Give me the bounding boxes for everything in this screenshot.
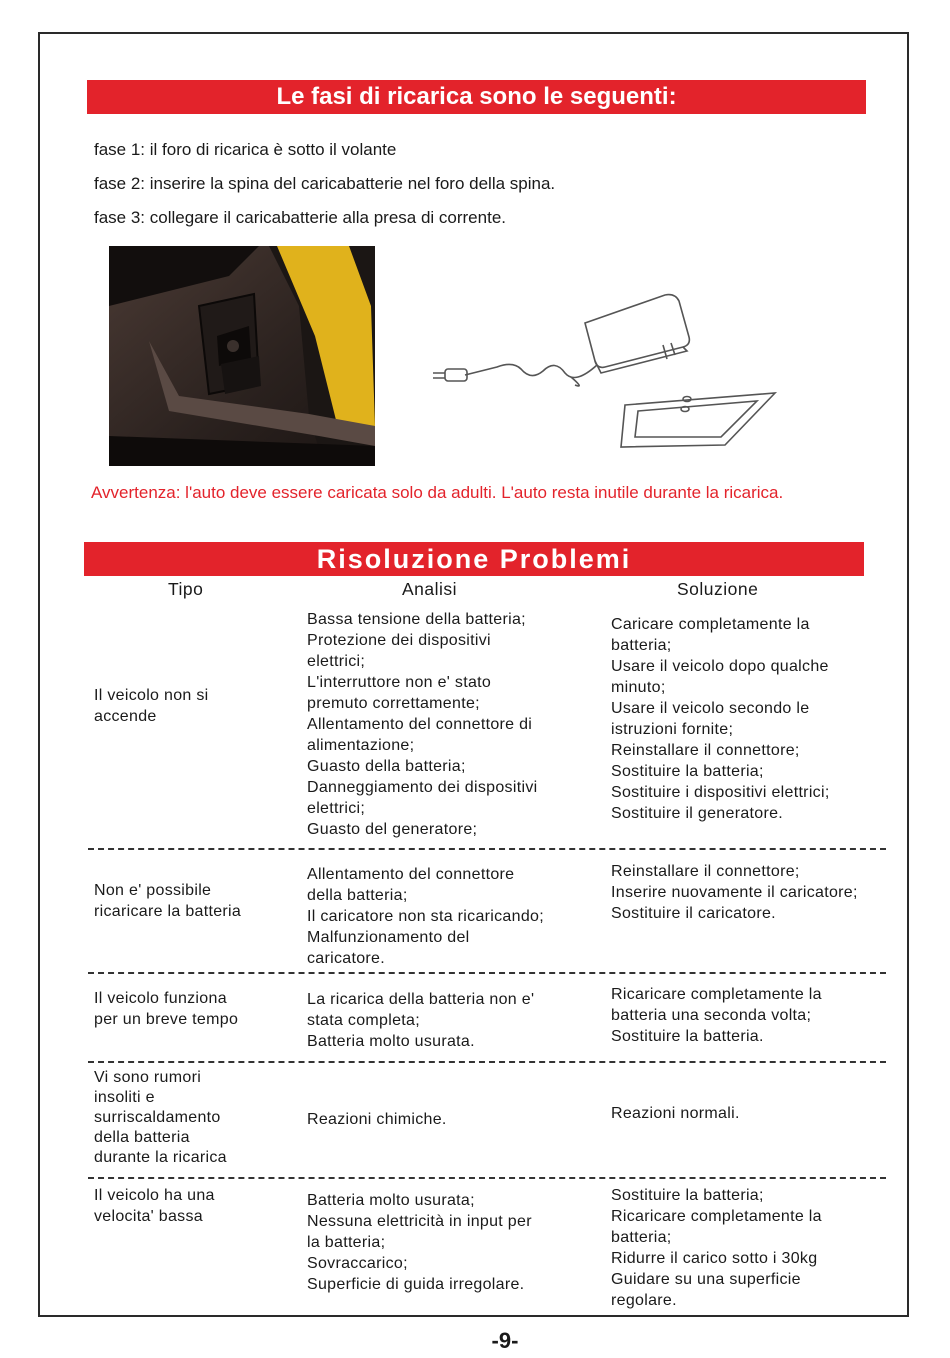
row-separator — [88, 1061, 886, 1063]
row-5-tipo: Il veicolo ha una velocita' bassa — [94, 1187, 215, 1225]
row-4-soluzione: Reazioni normali. — [611, 1105, 740, 1122]
troubleshooting-title: Risoluzione Problemi — [84, 542, 864, 576]
header-soluzione: Soluzione — [677, 579, 759, 599]
row-separator — [88, 848, 886, 850]
row-3-soluzione: Ricaricare completamente la batteria una seconda volta; Sostituire la batteria. — [611, 986, 822, 1045]
row-2-tipo: Non e' possibile ricaricare la batteria — [94, 882, 242, 920]
charging-step-2: fase 2: inserire la spina del caricabatterie nel foro della spina. — [94, 174, 556, 193]
row-5-soluzione: Sostituire la batteria; Ricaricare completamente la batteria; Ridurre il carico sotto i 30kg Guidare su una superficie regolare. — [611, 1187, 822, 1309]
charging-port-photo — [109, 246, 375, 466]
header-tipo: Tipo — [168, 579, 204, 599]
row-3-tipo: Il veicolo funziona per un breve tempo — [94, 990, 239, 1028]
row-5-analisi: Batteria molto usurata; Nessuna elettricità in input per la batteria; Sovraccarico; Superficie di guida irregolare. — [307, 1192, 532, 1293]
charging-title: Le fasi di ricarica sono le seguenti: — [87, 80, 866, 114]
row-separator — [88, 972, 886, 974]
row-separator — [88, 1177, 886, 1179]
header-analisi: Analisi — [402, 579, 458, 599]
row-3-analisi: La ricarica della batteria non e' stata completa; Batteria molto usurata. — [307, 991, 535, 1050]
charger-illustration — [425, 285, 795, 455]
row-2-analisi: Allentamento del connettore della batteria; Il caricatore non sta ricaricando; Malfunzionamento del caricatore. — [307, 866, 544, 967]
page-number: -9- — [491, 1328, 519, 1353]
row-1-soluzione: Caricare completamente la batteria; Usare il veicolo dopo qualche minuto; Usare il veicolo secondo le istruzioni fornite; Reinstallare il connettore; Sostituire la batteria; Sostituire i dispositivi elettrici; Sostituire il generatore. — [611, 616, 830, 822]
row-1-analisi: Bassa tensione della batteria; Protezione dei dispositivi elettrici; L'interruttore non e' stato premuto correttamente; Allentamento del connettore di alimentazione; Guasto della batteria; Danneggiamento dei dispositivi elettrici; Guasto del generatore; — [307, 611, 538, 838]
charging-step-3: fase 3: collegare il caricabatterie alla presa di corrente. — [94, 208, 506, 227]
row-4-tipo: Vi sono rumori insoliti e surriscaldamento della batteria durante la ricarica — [94, 1069, 227, 1166]
row-1-tipo: Il veicolo non si accende — [94, 687, 209, 725]
charging-step-1: fase 1: il foro di ricarica è sotto il volante — [94, 140, 397, 159]
row-2-soluzione: Reinstallare il connettore; Inserire nuovamente il caricatore; Sostituire il caricatore. — [611, 863, 858, 922]
row-4-analisi: Reazioni chimiche. — [307, 1111, 447, 1128]
charging-warning: Avvertenza: l'auto deve essere caricata solo da adulti. L'auto resta inutile durante la ricarica. — [91, 483, 784, 502]
